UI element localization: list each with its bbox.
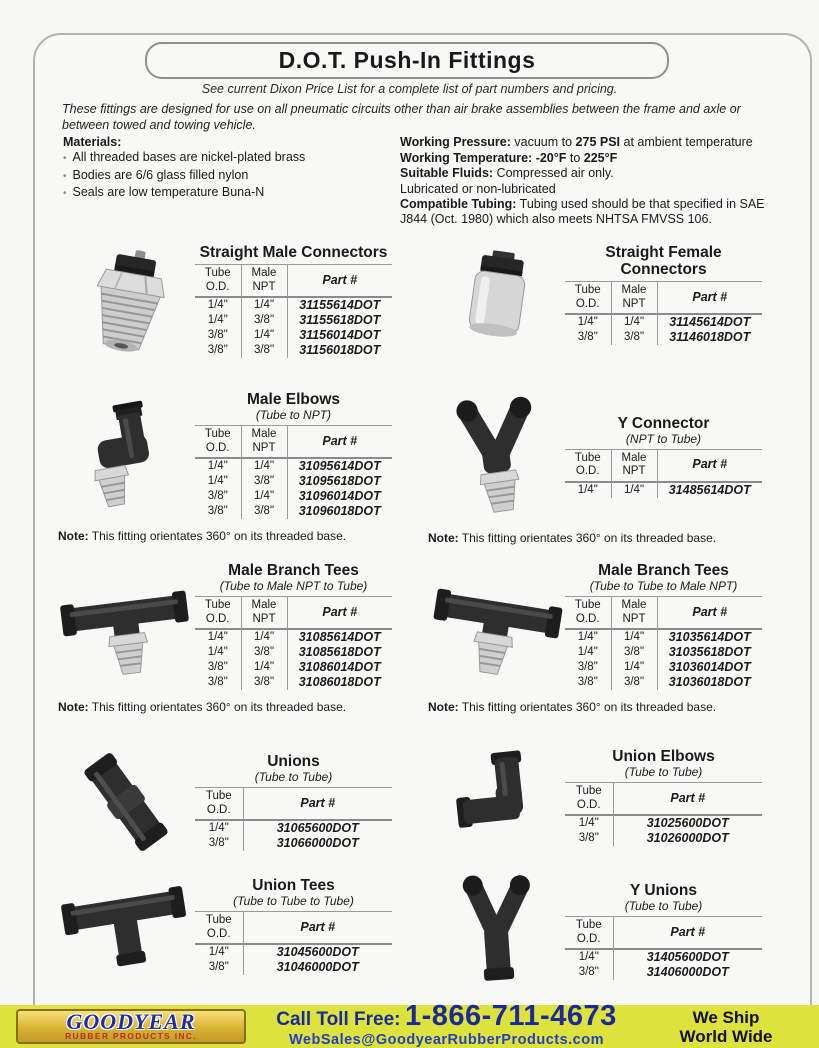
bullet-icon: • xyxy=(63,153,67,164)
union-elbow-photo-wrap xyxy=(428,749,564,845)
section-male-branch-tees-5 xyxy=(428,562,763,714)
table-row xyxy=(195,645,392,660)
col-header: Tube O.D. xyxy=(195,597,241,630)
part-number-cell: 31096018DOT xyxy=(287,504,392,519)
size-cell: 3/8" xyxy=(241,474,287,489)
orientation-note xyxy=(428,700,763,714)
part-number-cell: 31065600DOT xyxy=(243,820,392,836)
spec-line xyxy=(400,182,792,197)
col-header: Tube O.D. xyxy=(195,426,241,459)
size-cell: 3/8" xyxy=(208,961,229,973)
section-title: Male Elbows xyxy=(246,391,341,408)
note-label: Note: xyxy=(428,700,459,714)
note-label: Note: xyxy=(58,529,89,543)
note-label: Note: xyxy=(428,531,459,545)
size-cell: 3/8" xyxy=(207,344,228,356)
col-header: Tube O.D. xyxy=(565,597,611,630)
spec-segment: Lubricated or non-lubricated xyxy=(400,181,556,196)
part-number-cell: 31035618DOT xyxy=(657,645,762,660)
section-title: Union Tees xyxy=(252,877,335,894)
part-number-cell: 31085618DOT xyxy=(287,645,392,660)
spec-segment: vacuum to xyxy=(510,135,576,149)
size-cell: 1/4" xyxy=(207,460,228,472)
table-row xyxy=(565,675,762,690)
section-title: Union Elbows xyxy=(612,748,715,765)
orientation-note xyxy=(428,531,763,545)
spec-segment: Working Pressure: xyxy=(400,135,511,149)
materials-item-text: Seals are low temperature Buna-N xyxy=(72,185,265,199)
we-ship-worldwide xyxy=(641,1008,811,1046)
size-cell: 3/8" xyxy=(577,331,598,343)
col-header: Male NPT xyxy=(611,449,657,482)
union-elbow-photo xyxy=(446,749,546,845)
table-row xyxy=(195,660,392,675)
col-header-part: Part # xyxy=(613,783,762,816)
part-number-cell: 31035614DOT xyxy=(657,629,762,645)
size-cell: 3/8" xyxy=(241,343,287,358)
y-connector-photo-wrap xyxy=(428,391,564,521)
materials-item xyxy=(63,150,383,167)
table-row xyxy=(195,675,392,690)
table-row xyxy=(565,660,762,675)
col-header-part: Part # xyxy=(613,917,762,950)
size-cell: 3/8" xyxy=(611,675,657,690)
col-header-part: Part # xyxy=(657,449,762,482)
parts-table xyxy=(565,596,762,690)
table-row xyxy=(565,645,762,660)
part-number-cell: 31485614DOT xyxy=(657,482,762,498)
table-row xyxy=(565,629,762,645)
size-cell: 3/8" xyxy=(241,313,287,328)
size-cell: 1/4" xyxy=(611,629,657,645)
col-header: Tube O.D. xyxy=(565,282,611,315)
straight-male-connector-photo xyxy=(65,246,187,356)
section-straight-female-connectors-1 xyxy=(428,244,763,345)
size-cell: 1/4" xyxy=(207,299,228,311)
table-row xyxy=(195,297,392,313)
section-union-tees-8 xyxy=(58,870,393,982)
straight-female-connector-photo-wrap xyxy=(428,249,564,341)
part-number-cell: 31406000DOT xyxy=(613,965,762,980)
section-title: Straight Female Connectors xyxy=(605,244,722,278)
section-title: Straight Male Connectors xyxy=(199,244,388,261)
table-row xyxy=(195,944,392,960)
part-number-cell: 31155614DOT xyxy=(287,297,392,313)
part-number-cell: 31145614DOT xyxy=(657,314,762,330)
section-subtitle: (Tube to Tube) xyxy=(254,770,333,784)
section-subtitle: (Tube to Tube to Tube) xyxy=(233,894,354,908)
part-number-cell: 31036014DOT xyxy=(657,660,762,675)
part-number-cell: 31156014DOT xyxy=(287,328,392,343)
bullet-icon: • xyxy=(63,170,67,182)
section-subtitle: (Tube to Tube to Male NPT) xyxy=(589,579,738,593)
size-cell: 1/4" xyxy=(207,314,228,326)
col-header-part: Part # xyxy=(287,265,392,298)
orientation-note xyxy=(58,700,393,714)
spec-line xyxy=(400,135,792,150)
size-cell: 3/8" xyxy=(207,490,228,502)
size-cell: 1/4" xyxy=(241,660,287,675)
size-cell: 1/4" xyxy=(241,297,287,313)
straight-male-connector-photo-wrap xyxy=(58,246,194,356)
parts-table xyxy=(565,782,762,846)
union-photo-wrap xyxy=(58,748,194,856)
section-subtitle: (Tube to Tube) xyxy=(624,899,703,913)
parts-table xyxy=(195,264,392,358)
section-subtitle: (Tube to Male NPT to Tube) xyxy=(219,579,368,593)
size-cell: 3/8" xyxy=(611,330,657,345)
size-cell: 1/4" xyxy=(207,631,228,643)
part-number-cell: 31045600DOT xyxy=(243,944,392,960)
size-cell: 1/4" xyxy=(241,458,287,474)
col-header: Tube O.D. xyxy=(565,449,611,482)
size-cell: 3/8" xyxy=(207,676,228,688)
spec-line xyxy=(400,151,792,166)
col-header-part: Part # xyxy=(243,912,392,945)
materials-item-text: All threaded bases are nickel-plated brass xyxy=(72,150,306,164)
section-unions-6 xyxy=(58,748,393,856)
specs-block xyxy=(400,135,792,228)
col-header-part: Part # xyxy=(657,282,762,315)
male-branch-tee-photo-wrap xyxy=(58,569,194,683)
note-text: This fitting orientates 360° on its threaded base. xyxy=(91,700,347,714)
parts-table xyxy=(565,449,762,498)
table-row xyxy=(195,458,392,474)
col-header: Male NPT xyxy=(611,597,657,630)
part-number-cell: 31155618DOT xyxy=(287,313,392,328)
part-number-cell: 31405600DOT xyxy=(613,949,762,965)
section-y-unions-9 xyxy=(428,870,763,992)
y-union-photo xyxy=(438,870,554,992)
note-label: Note: xyxy=(58,700,89,714)
straight-female-connector-photo xyxy=(445,249,547,341)
table-row xyxy=(195,474,392,489)
size-cell: 1/4" xyxy=(577,646,598,658)
part-number-cell: 31146018DOT xyxy=(657,330,762,345)
table-row xyxy=(565,815,762,831)
male-elbow-photo xyxy=(63,399,189,511)
size-cell: 3/8" xyxy=(241,504,287,519)
toll-free-label: Call Toll Free: xyxy=(276,1009,401,1030)
part-number-cell: 31095614DOT xyxy=(287,458,392,474)
union-photo xyxy=(67,748,185,856)
materials-item xyxy=(63,168,383,185)
part-number-cell: 31066000DOT xyxy=(243,836,392,851)
section-title: Male Branch Tees xyxy=(228,562,359,579)
intro-paragraph: These fittings are designed for use on all pneumatic circuits other than air brake assemblies between the frame and axle or between towed and towing vehicle. xyxy=(62,102,741,132)
goodyear-logo-subtext: RUBBER PRODUCTS INC. xyxy=(65,1031,197,1041)
materials-list xyxy=(63,150,383,202)
table-row xyxy=(565,965,762,980)
spec-segment: Working Temperature: xyxy=(400,150,533,165)
part-number-cell: 31085614DOT xyxy=(287,629,392,645)
part-number-cell: 31046000DOT xyxy=(243,960,392,975)
spec-segment: Suitable Fluids: xyxy=(400,166,494,180)
table-row xyxy=(565,482,762,498)
toll-free-number: 1-866-711-4673 xyxy=(404,1000,617,1032)
section-subtitle: (Tube to NPT) xyxy=(255,408,332,422)
size-cell: 1/4" xyxy=(577,631,598,643)
col-header: Male NPT xyxy=(241,597,287,630)
section-title: Male Branch Tees xyxy=(598,562,729,579)
note-text: This fitting orientates 360° on its threaded base. xyxy=(461,700,717,714)
col-header: Male NPT xyxy=(241,426,287,459)
contact-block xyxy=(246,1000,641,1048)
part-number-cell: 31036018DOT xyxy=(657,675,762,690)
size-cell: 1/4" xyxy=(208,946,229,958)
goodyear-logo-text: GOODYEAR xyxy=(66,1009,196,1034)
table-row xyxy=(565,314,762,330)
section-y-connector-3 xyxy=(428,391,763,545)
spec-segment: at ambient temperature xyxy=(620,135,753,149)
size-cell: 3/8" xyxy=(208,837,229,849)
male-branch-tee-photo xyxy=(428,569,564,683)
section-male-branch-tees-4 xyxy=(58,562,393,714)
spec-line xyxy=(400,197,792,227)
col-header: Male NPT xyxy=(611,282,657,315)
table-row xyxy=(195,343,392,358)
col-header: Tube O.D. xyxy=(195,912,243,945)
size-cell: 1/4" xyxy=(241,489,287,504)
col-header: Tube O.D. xyxy=(565,783,613,816)
size-cell: 3/8" xyxy=(207,661,228,673)
table-row xyxy=(565,330,762,345)
size-cell: 1/4" xyxy=(577,316,598,328)
union-tee-photo-wrap xyxy=(58,870,194,982)
size-cell: 1/4" xyxy=(241,328,287,343)
spec-segment: Tubing used should be that specified in SAE J844 (Oct. 1980) which also meets NHTSA FMVSS 106. xyxy=(400,197,765,226)
table-row xyxy=(195,960,392,975)
section-title: Y Connector xyxy=(617,414,710,432)
section-subtitle: (NPT to Tube) xyxy=(625,431,702,446)
size-cell: 3/8" xyxy=(578,832,599,844)
spec-segment: to xyxy=(566,150,584,165)
col-header-part: Part # xyxy=(243,788,392,821)
size-cell: 1/4" xyxy=(207,646,228,658)
col-header-part: Part # xyxy=(287,597,392,630)
table-row xyxy=(195,629,392,645)
table-row xyxy=(195,328,392,343)
price-list-subtitle: See current Dixon Price List for a complete list of part numbers and pricing. xyxy=(201,82,618,96)
part-number-cell: 31086014DOT xyxy=(287,660,392,675)
col-header: Tube O.D. xyxy=(565,917,613,950)
table-row xyxy=(195,313,392,328)
materials-item-text: Bodies are 6/6 glass filled nylon xyxy=(72,167,249,182)
size-cell: 1/4" xyxy=(611,482,657,498)
size-cell: 1/4" xyxy=(611,660,657,675)
part-number-cell: 31156018DOT xyxy=(287,343,392,358)
y-union-photo-wrap xyxy=(428,870,564,992)
table-row xyxy=(195,836,392,851)
parts-table xyxy=(195,425,392,519)
table-row xyxy=(565,831,762,846)
size-cell: 1/4" xyxy=(578,817,599,829)
bullet-icon: • xyxy=(63,188,67,199)
spec-line xyxy=(400,166,792,181)
size-cell: 3/8" xyxy=(577,676,598,688)
size-cell: 1/4" xyxy=(207,475,228,487)
table-row xyxy=(195,504,392,519)
union-tee-photo xyxy=(58,870,194,982)
section-subtitle: (Tube to Tube) xyxy=(624,765,703,779)
part-number-cell: 31025600DOT xyxy=(613,815,762,831)
size-cell: 3/8" xyxy=(577,661,598,673)
spec-segment: -20°F xyxy=(535,150,567,165)
parts-table xyxy=(565,916,762,980)
orientation-note xyxy=(58,529,393,543)
table-row xyxy=(195,489,392,504)
materials-label: Materials: xyxy=(63,135,122,149)
section-union-elbows-7 xyxy=(428,748,763,846)
part-number-cell: 31095618DOT xyxy=(287,474,392,489)
section-title: Unions xyxy=(267,753,320,770)
size-cell: 3/8" xyxy=(241,675,287,690)
ship-line-1: We Ship xyxy=(692,1007,760,1027)
col-header-part: Part # xyxy=(657,597,762,630)
size-cell: 3/8" xyxy=(611,645,657,660)
male-branch-tee-photo xyxy=(58,569,194,683)
male-elbow-photo-wrap xyxy=(58,399,194,511)
note-text: This fitting orientates 360° on its threaded base. xyxy=(91,529,347,543)
materials-item xyxy=(63,185,383,202)
spec-segment: 275 PSI xyxy=(575,135,621,149)
ship-line-2: World Wide xyxy=(679,1026,773,1046)
size-cell: 3/8" xyxy=(578,966,599,978)
footer-banner xyxy=(0,1000,819,1048)
parts-table xyxy=(195,911,392,975)
col-header: Male NPT xyxy=(241,265,287,298)
size-cell: 1/4" xyxy=(241,629,287,645)
parts-table xyxy=(565,281,762,345)
part-number-cell: 31096014DOT xyxy=(287,489,392,504)
size-cell: 1/4" xyxy=(578,951,599,963)
spec-segment: Compressed air only. xyxy=(493,166,614,180)
table-row xyxy=(195,820,392,836)
parts-table xyxy=(195,596,392,690)
size-cell: 1/4" xyxy=(208,822,229,834)
size-cell: 1/4" xyxy=(577,483,598,496)
size-cell: 3/8" xyxy=(207,505,228,517)
spec-segment: 225°F xyxy=(583,150,618,165)
col-header: Tube O.D. xyxy=(195,788,243,821)
size-cell: 3/8" xyxy=(207,329,228,341)
spec-segment: Compatible Tubing: xyxy=(400,197,517,211)
section-straight-male-connectors-0 xyxy=(58,244,393,358)
materials-block xyxy=(63,135,383,202)
col-header: Tube O.D. xyxy=(195,265,241,298)
col-header-part: Part # xyxy=(287,426,392,459)
section-title: Y Unions xyxy=(630,882,697,899)
part-number-cell: 31026000DOT xyxy=(613,831,762,846)
note-text: This fitting orientates 360° on its threaded base. xyxy=(461,531,717,545)
goodyear-logo xyxy=(16,1009,246,1044)
y-connector-photo xyxy=(428,391,564,521)
male-branch-tee-2-photo-wrap xyxy=(428,569,564,683)
size-cell: 3/8" xyxy=(241,645,287,660)
section-male-elbows-2 xyxy=(58,391,393,543)
websales-email: WebSales@GoodyearRubberProducts.com xyxy=(289,1032,604,1048)
table-row xyxy=(565,949,762,965)
parts-table xyxy=(195,787,392,851)
page-title: D.O.T. Push-In Fittings xyxy=(145,42,669,79)
part-number-cell: 31086018DOT xyxy=(287,675,392,690)
size-cell: 1/4" xyxy=(611,314,657,330)
